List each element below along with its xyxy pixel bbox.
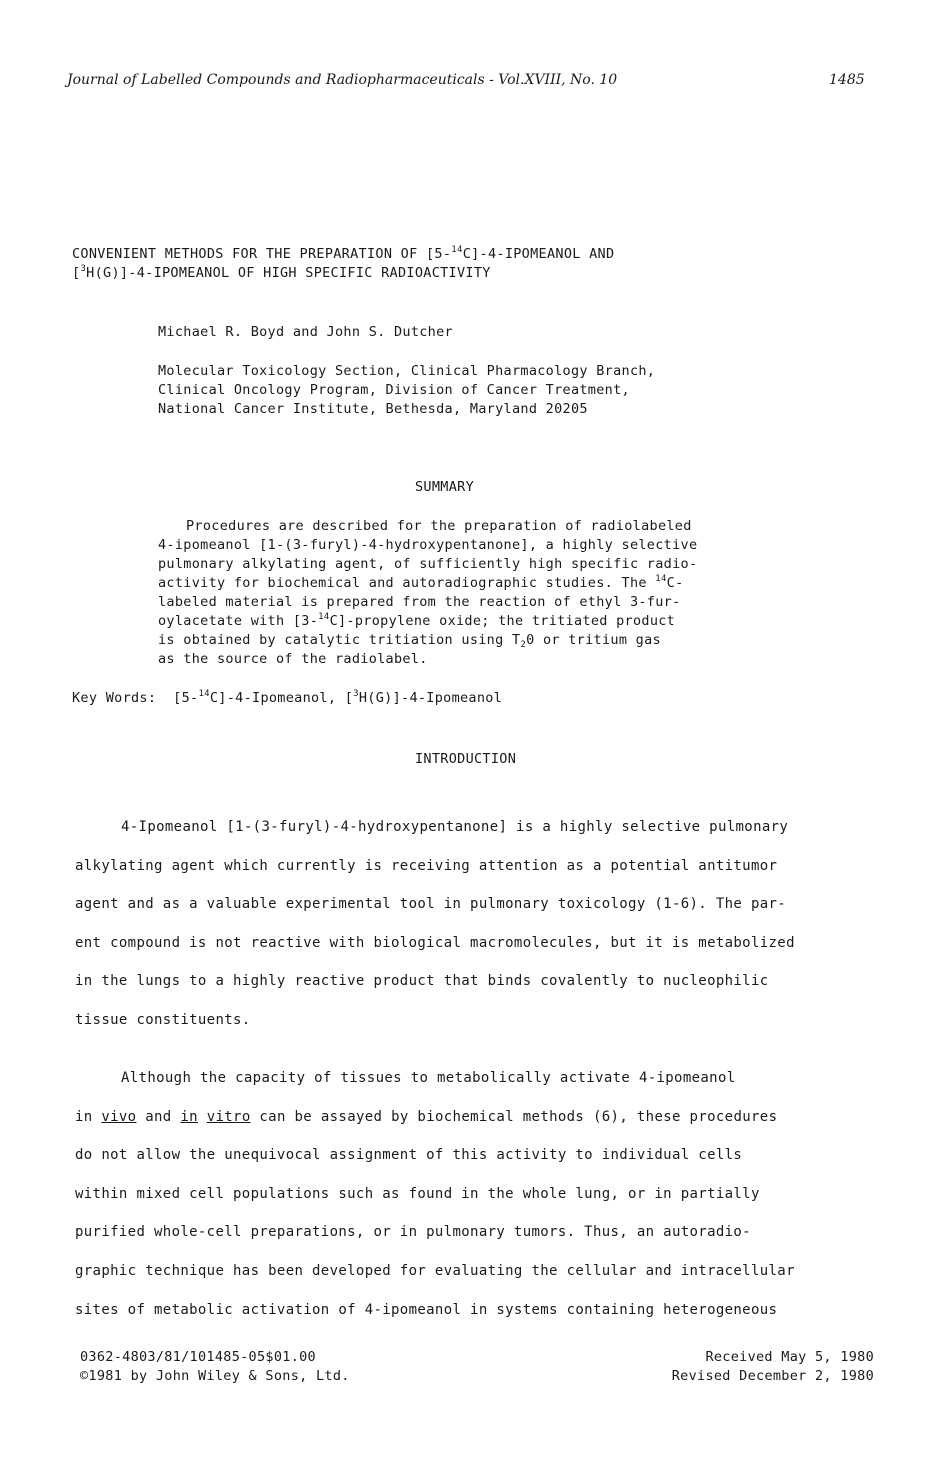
intro-paragraph-2	[75, 1059, 845, 1329]
italic-term: vivo	[101, 1108, 137, 1125]
affiliation-line: Molecular Toxicology Section, Clinical Pharmacology Branch,	[158, 363, 656, 379]
paragraph-text: in	[75, 1108, 102, 1125]
revised-date: Revised December 2, 1980	[671, 1368, 874, 1384]
paragraph-line: sites of metabolic activation of 4-ipomeanol in systems containing heterogeneous	[75, 1301, 778, 1318]
paragraph-line: alkylating agent which currently is receiving attention as a potential antitumor	[75, 857, 778, 874]
title-text: C]-4-IPOMEANOL AND	[462, 246, 615, 262]
superscript: 14	[451, 245, 463, 255]
summary-heading: SUMMARY	[415, 479, 474, 495]
summary-line	[158, 631, 697, 650]
paragraph-line	[75, 1098, 845, 1137]
paragraph-line: in the lungs to a highly reactive product that binds covalently to nucleophilic	[75, 973, 769, 990]
article-code: 0362-4803/81/101485-05$01.00	[80, 1349, 316, 1365]
paragraph-line: ent compound is not reactive with biological macromolecules, but it is metabolized	[75, 934, 795, 951]
received-date: Received May 5, 1980	[705, 1349, 874, 1365]
summary-text: is obtained by catalytic tritiation using T	[158, 632, 521, 648]
journal-title: Journal of Labelled Compounds and Radiopharmaceuticals - Vol.XVIII, No. 10	[67, 72, 618, 88]
article-title	[72, 245, 614, 283]
superscript: 14	[198, 689, 210, 699]
summary-line	[158, 612, 697, 631]
affiliation-line: Clinical Oncology Program, Division of Cancer Treatment,	[158, 382, 630, 398]
paragraph-line: do not allow the unequivocal assignment of this activity to individual cells	[75, 1147, 743, 1164]
paragraph-line: 4-Ipomeanol [1-(3-furyl)-4-hydroxypentanone] is a highly selective pulmonary	[121, 819, 789, 835]
subscript: 2	[520, 640, 527, 650]
summary-line: pulmonary alkylating agent, of sufficiently high specific radio-	[158, 556, 698, 572]
keyword-text: H(G)]-4-Ipomeanol	[358, 690, 503, 706]
footer-dates	[640, 1348, 874, 1386]
superscript: 3	[80, 264, 87, 274]
paragraph-line: purified whole-cell preparations, or in pulmonary tumors. Thus, an autoradio-	[75, 1224, 751, 1241]
running-header	[67, 72, 867, 88]
summary-line: as the source of the radiolabel.	[158, 651, 428, 667]
copyright: ©1981 by John Wiley & Sons, Ltd.	[80, 1368, 350, 1384]
title-text: [	[72, 265, 81, 281]
title-text: CONVENIENT METHODS FOR THE PREPARATION OF [5-	[72, 246, 452, 262]
paragraph-text	[198, 1109, 207, 1125]
summary-line: labeled material is prepared from the reaction of ethyl 3-fur-	[158, 594, 681, 610]
key-words	[72, 689, 502, 708]
keyword-text: [5-	[173, 690, 199, 706]
paragraph-line: tissue constituents.	[75, 1011, 251, 1028]
superscript: 3	[353, 689, 359, 699]
footer-publication-info	[80, 1348, 350, 1386]
summary-text: oylacetate with [3-	[158, 613, 319, 629]
summary-line	[158, 574, 697, 593]
keyword-text: C]-4-Ipomeanol, [	[209, 690, 354, 706]
paragraph-line: agent and as a valuable experimental tool in pulmonary toxicology (1-6). The par-	[75, 896, 787, 913]
paragraph-line: within mixed cell populations such as found in the whole lung, or in partially	[75, 1185, 760, 1202]
italic-term: vitro	[206, 1108, 251, 1125]
summary-text: C-	[666, 575, 684, 591]
key-words-label: Key Words:	[72, 690, 157, 706]
affiliation-line: National Cancer Institute, Bethesda, Maryland 20205	[158, 401, 588, 417]
summary-line: 4-ipomeanol [1-(3-furyl)-4-hydroxypentanone], a highly selective	[158, 537, 698, 553]
paragraph-text: and	[136, 1108, 181, 1125]
summary-text: 0 or tritium gas	[526, 632, 661, 648]
title-text: H(G)]-4-IPOMEANOL OF HIGH SPECIFIC RADIOACTIVITY	[86, 265, 491, 281]
summary-text: activity for biochemical and autoradiographic studies. The	[158, 575, 656, 591]
paragraph-line: graphic technique has been developed for evaluating the cellular and intracellular	[75, 1262, 795, 1279]
authors: Michael R. Boyd and John S. Dutcher	[158, 324, 453, 340]
summary-abstract	[158, 517, 697, 669]
italic-term: in	[180, 1108, 198, 1125]
intro-paragraph-1	[75, 808, 845, 1040]
paragraph-line: Although the capacity of tissues to metabolically activate 4-ipomeanol	[121, 1070, 736, 1086]
summary-line: Procedures are described for the preparation of radiolabeled	[186, 518, 692, 534]
page-number: 1485	[829, 72, 865, 88]
superscript: 14	[318, 612, 330, 622]
introduction-heading: INTRODUCTION	[415, 751, 517, 767]
summary-text: C]-propylene oxide; the tritiated product	[329, 613, 676, 629]
paragraph-text: can be assayed by biochemical methods (6), these procedures	[250, 1108, 778, 1125]
affiliation	[158, 362, 655, 419]
superscript: 14	[655, 574, 667, 584]
